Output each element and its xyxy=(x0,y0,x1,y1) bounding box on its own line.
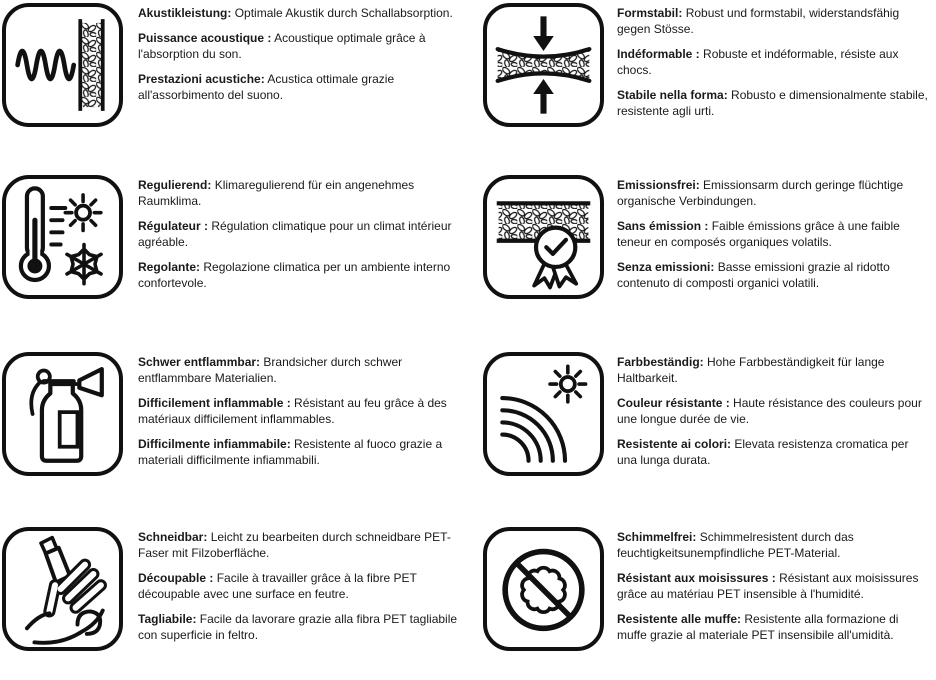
feature-text-de: Emissionsfrei: Emissionsarm durch geringe flüchtige organische Verbindungen. xyxy=(617,178,904,208)
colorfast-icon xyxy=(483,352,604,476)
feature-texts xyxy=(617,175,929,300)
feature-texts xyxy=(617,352,929,477)
feature-text-fr: Puissance acoustique : Acoustique optimale grâce à l'absorption du son. xyxy=(138,31,426,61)
feature-text-it: Prestazioni acustiche: Acustica ottimale grazie all'assorbimento del suono. xyxy=(138,72,395,102)
feature-card-flame-retardant xyxy=(0,349,468,524)
acoustic-icon xyxy=(2,3,123,127)
feature-text-fr: Sans émission : Faible émissions grâce à une faible teneur en composés organiques volatils. xyxy=(617,219,900,249)
feature-card-acoustic xyxy=(0,0,468,172)
cutter-icon xyxy=(2,527,123,651)
compression-icon xyxy=(483,3,604,127)
feature-text-it: Difficilmente infiammabile: Resistente al fuoco grazie a materiali difficilmente infiammabili. xyxy=(138,437,443,467)
feature-texts xyxy=(138,3,466,112)
mold-free-icon xyxy=(483,527,604,651)
feature-text-it: Resistente alle muffe: Resistente alla formazione di muffe grazie al materiale PET insensibile all'umidità. xyxy=(617,612,899,642)
feature-card-cuttable xyxy=(0,524,468,680)
feature-text-de: Schimmelfrei: Schimmelresistent durch das feuchtigkeitsunempfindliche PET-Material. xyxy=(617,530,854,560)
feature-text-it: Tagliabile: Facile da lavorare grazie alla fibra PET tagliabile con superficie in feltro. xyxy=(138,612,458,642)
feature-card-colorfast xyxy=(468,349,936,524)
feature-text-de: Formstabil: Robust und formstabil, widerstandsfähig gegen Stösse. xyxy=(617,6,900,36)
feature-text-de: Schwer entflammbar: Brandsicher durch schwer entflammbare Materialien. xyxy=(138,355,403,385)
feature-text-fr: Indéformable : Robuste et indéformable, résiste aux chocs. xyxy=(617,47,899,77)
feature-text-it: Regolante: Regolazione climatica per un ambiente interno confortevole. xyxy=(138,260,451,290)
feature-texts xyxy=(617,3,929,128)
extinguisher-icon xyxy=(2,352,123,476)
feature-text-de: Regulierend: Klimaregulierend für ein angenehmes Raumklima. xyxy=(138,178,415,208)
feature-text-fr: Couleur résistante : Haute résistance des couleurs pour une longue durée de vie. xyxy=(617,396,922,426)
feature-text-it: Resistente ai colori: Elevata resistenza cromatica per una lunga durata. xyxy=(617,437,909,467)
feature-card-shape-stable xyxy=(468,0,936,172)
feature-texts xyxy=(617,527,929,652)
feature-text-de: Schneidbar: Leicht zu bearbeiten durch schneidbare PET-Faser mit Filzoberfläche. xyxy=(138,530,451,560)
feature-card-emission-free xyxy=(468,172,936,349)
feature-text-fr: Résistant aux moisissures : Résistant aux moisissures grâce au matériau PET insensible à l'humidité. xyxy=(617,571,919,601)
feature-text-fr: Découpable : Facile à travailler grâce à la fibre PET découpable avec une surface en feutre. xyxy=(138,571,417,601)
feature-texts xyxy=(138,527,466,652)
feature-texts xyxy=(138,175,466,300)
feature-text-fr: Régulateur : Régulation climatique pour un climat intérieur agréable. xyxy=(138,219,452,249)
feature-card-mold-free xyxy=(468,524,936,680)
feature-text-de: Akustikleistung: Optimale Akustik durch Schallabsorption. xyxy=(138,6,453,20)
feature-text-it: Stabile nella forma: Robusto e dimensionalmente stabile, resistente agli urti. xyxy=(617,88,928,118)
climate-icon xyxy=(2,175,123,299)
feature-text-de: Farbbeständig: Hohe Farbbeständigkeit für lange Haltbarkeit. xyxy=(617,355,885,385)
emission-icon xyxy=(483,175,604,299)
feature-card-climate xyxy=(0,172,468,349)
feature-text-fr: Difficilement inflammable : Résistant au feu grâce à des matériaux difficilement inflammables. xyxy=(138,396,447,426)
feature-texts xyxy=(138,352,466,477)
feature-text-it: Senza emissioni: Basse emissioni grazie al ridotto contenuto di composti organici volatili. xyxy=(617,260,890,290)
